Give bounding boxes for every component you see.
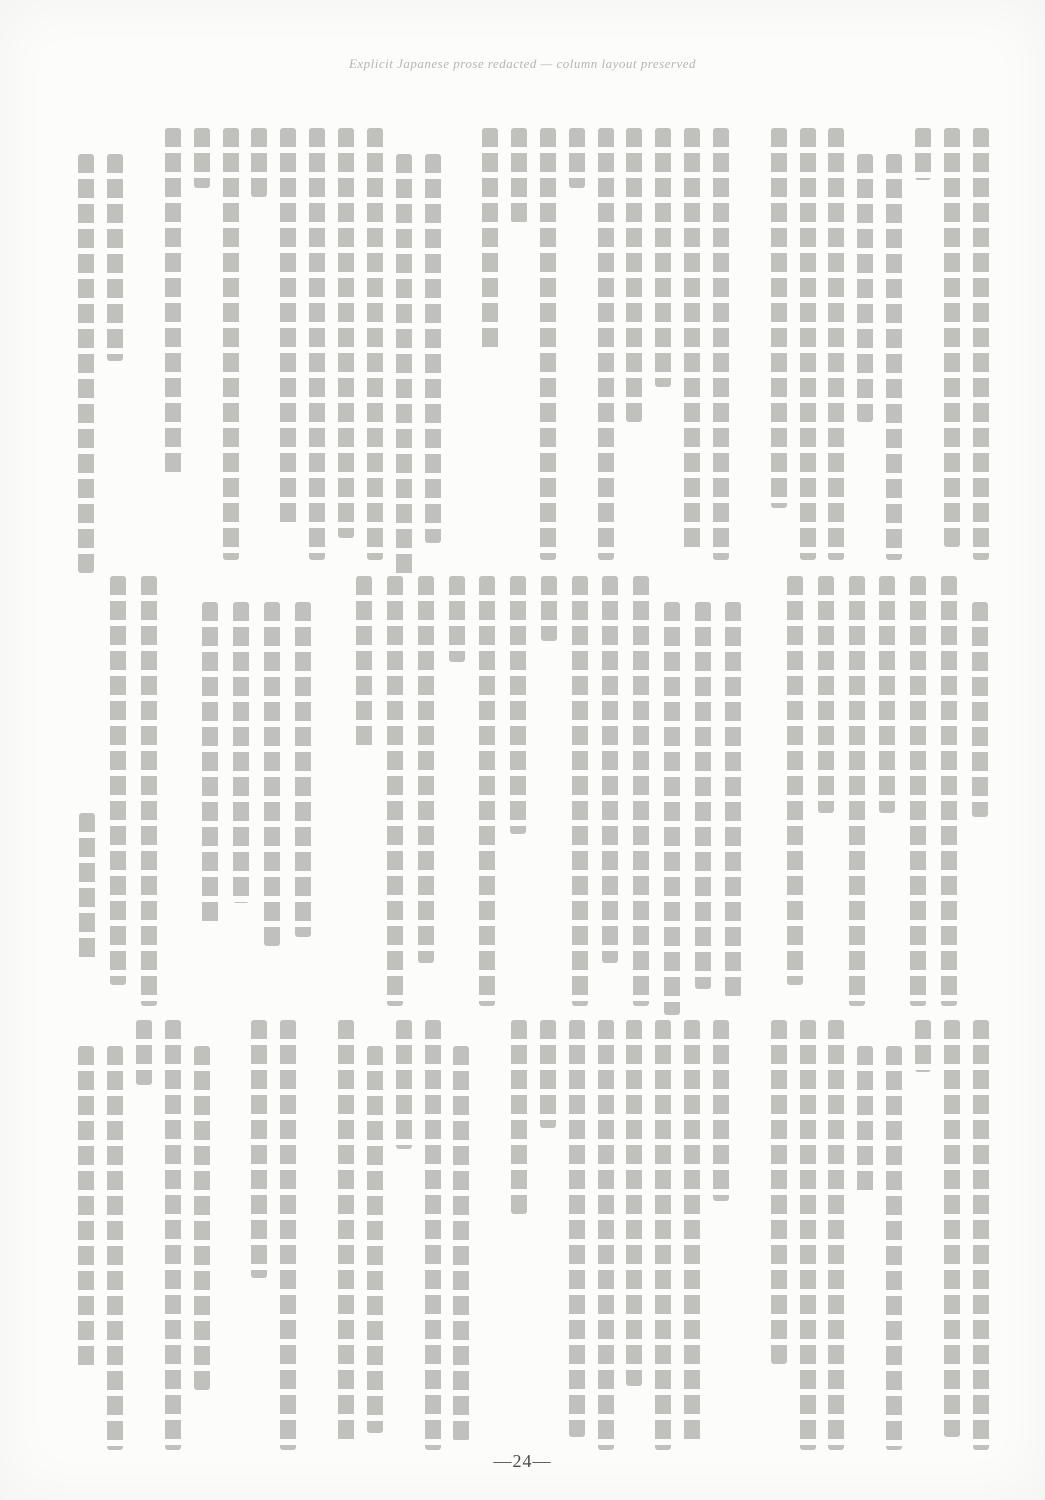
text-column [216,128,245,560]
redacted-text-line [453,1046,469,1442]
text-column [332,1020,361,1450]
text-column [966,128,995,560]
redacted-text-line [511,128,527,223]
redacted-text-line [510,576,526,834]
text-column [226,576,257,1006]
redacted-text-line [194,1046,210,1390]
text-column [505,128,534,560]
text-column [274,1020,303,1450]
text-column [903,576,934,1006]
text-band-middle [72,576,995,1006]
text-column [626,576,657,1006]
text-column [764,128,793,560]
redacted-text-line [828,1020,844,1450]
redacted-text-line [973,128,989,560]
text-column [707,1020,736,1450]
redacted-text-line [598,1020,614,1450]
redacted-text-line [598,128,614,560]
redacted-text-line [655,128,671,387]
text-column [257,576,288,1006]
text-column [937,128,966,560]
text-column [447,128,476,560]
redacted-text-line [107,154,123,361]
redacted-text-line [944,128,960,547]
redacted-text-line [886,154,902,560]
redacted-text-line [695,602,711,989]
redacted-text-line [626,128,642,422]
text-column [72,576,103,1006]
text-column [303,128,332,560]
redacted-text-line [626,1020,642,1386]
text-column [657,576,688,1006]
redacted-text-line [107,1046,123,1450]
text-column [872,576,903,1006]
text-column [649,128,678,560]
redacted-text-line [338,1020,354,1441]
text-column [649,1020,678,1450]
text-column [793,1020,822,1450]
text-column [349,576,380,1006]
text-column [880,1020,909,1450]
text-column [534,1020,563,1450]
text-column [245,1020,274,1450]
redacted-text-line [713,128,729,560]
text-column [472,576,503,1006]
text-column [216,1020,245,1450]
redacted-text-line [233,602,249,903]
redacted-text-line [879,576,895,813]
redacted-text-line [356,576,372,748]
redacted-text-line [684,128,700,551]
text-column [564,576,595,1006]
redacted-text-line [482,128,498,353]
text-column [687,576,718,1006]
redacted-text-line [569,128,585,188]
redacted-text-line [425,154,441,543]
text-column [591,128,620,560]
redacted-text-line [194,128,210,188]
redacted-text-line [223,128,239,560]
redacted-text-line [857,1046,873,1197]
redacted-text-line [540,128,556,560]
redacted-text-line [602,576,618,963]
text-column [159,1020,188,1450]
text-column [418,128,447,560]
redacted-text-line [828,128,844,560]
text-column [749,576,780,1006]
text-column [360,128,389,560]
text-column [441,576,472,1006]
redacted-text-line [396,154,412,577]
redacted-text-line [569,1020,585,1437]
redacted-text-line [338,128,354,538]
redacted-text-line [367,1046,383,1433]
redacted-text-line [396,1020,412,1149]
text-column [447,1020,476,1450]
redacted-text-line [655,1020,671,1450]
redacted-text-line [972,602,988,817]
redacted-text-line [664,602,680,1015]
text-column [101,128,130,560]
text-column [620,1020,649,1450]
redacted-text-line [941,576,957,1006]
text-column [793,128,822,560]
redacted-text-line [367,128,383,560]
redacted-text-line [713,1020,729,1201]
redacted-text-line [849,576,865,1006]
text-column [851,128,880,560]
text-band-bottom [72,1020,995,1450]
text-column [134,576,165,1006]
text-column [72,1020,101,1450]
redaction-note: Explicit Japanese prose redacted — column layout preserved [348,56,697,71]
text-column [764,1020,793,1450]
redacted-text-line [79,813,95,964]
redacted-text-line [818,576,834,813]
redacted-text-line [309,128,325,560]
text-column [841,576,872,1006]
text-column [505,1020,534,1450]
text-column [933,576,964,1006]
text-band-top [72,128,995,560]
redacted-text-line [915,128,931,180]
redacted-text-line [973,1020,989,1450]
text-column [966,1020,995,1450]
redacted-text-line [787,576,803,985]
text-column [318,576,349,1006]
text-column [533,576,564,1006]
text-column [880,128,909,560]
redacted-text-line [479,576,495,1006]
redacted-text-line [910,576,926,1006]
text-column [130,1020,159,1450]
redacted-text-line [541,576,557,641]
text-column [964,576,995,1006]
text-column [735,128,764,560]
redacted-text-line [251,1020,267,1278]
redacted-text-line [136,1020,152,1085]
text-column [130,128,159,560]
page-number: —24— [493,1451,552,1471]
text-column [245,128,274,560]
redacted-text-line [511,1020,527,1214]
text-column [410,576,441,1006]
redacted-text-line [449,576,465,662]
redacted-text-line [771,128,787,508]
redacted-text-line [771,1020,787,1364]
redacted-text-line [165,1020,181,1450]
text-column [159,128,188,560]
text-column [476,1020,505,1450]
text-column [476,128,505,560]
text-column [303,1020,332,1450]
text-column [735,1020,764,1450]
text-column [287,576,318,1006]
text-column [72,128,101,560]
redacted-text-line [165,128,181,474]
redacted-text-line [141,576,157,1006]
text-column [908,128,937,560]
redacted-text-line [280,1020,296,1450]
text-column [187,1020,216,1450]
redacted-text-line [387,576,403,1006]
text-column [187,128,216,560]
redacted-text-line [886,1046,902,1450]
redacted-text-line [264,602,280,946]
text-column [101,1020,130,1450]
redacted-text-line [944,1020,960,1437]
redacted-text-line [684,1020,700,1441]
redacted-text-line [78,154,94,573]
text-column [380,576,411,1006]
redacted-text-line [110,576,126,985]
text-column [595,576,626,1006]
text-column [274,128,303,560]
redacted-text-line [915,1020,931,1072]
redacted-text-line [280,128,296,525]
text-column [534,128,563,560]
text-column [164,576,195,1006]
text-column [562,1020,591,1450]
text-column [678,128,707,560]
redacted-text-line [418,576,434,963]
redacted-text-line [425,1020,441,1450]
redacted-text-line [633,576,649,1006]
text-column [103,576,134,1006]
text-column [562,128,591,560]
text-column [389,128,418,560]
redacted-text-line [800,128,816,560]
redacted-text-line [857,154,873,422]
text-column [851,1020,880,1450]
text-column [937,1020,966,1450]
redacted-text-line [78,1046,94,1369]
text-column [620,128,649,560]
redacted-text-line [800,1020,816,1450]
text-column [822,128,851,560]
text-column [707,128,736,560]
redacted-text-line [725,602,741,998]
redacted-text-line [572,576,588,1006]
text-column [332,128,361,560]
text-column [503,576,534,1006]
text-column [195,576,226,1006]
text-column [591,1020,620,1450]
text-column [810,576,841,1006]
redacted-text-line [540,1020,556,1128]
redacted-text-line [295,602,311,937]
text-column [678,1020,707,1450]
text-column [780,576,811,1006]
text-column [418,1020,447,1450]
redacted-text-line [251,128,267,197]
text-column [389,1020,418,1450]
redacted-text-line [202,602,218,925]
text-column [360,1020,389,1450]
text-column [908,1020,937,1450]
text-column [822,1020,851,1450]
text-column [718,576,749,1006]
